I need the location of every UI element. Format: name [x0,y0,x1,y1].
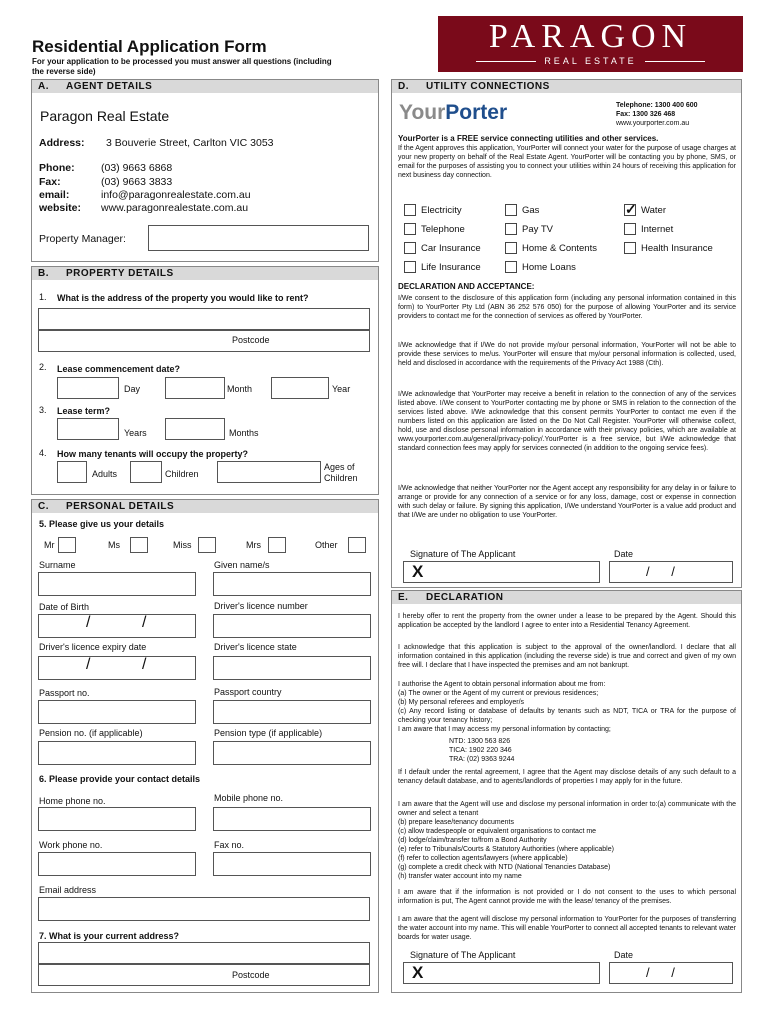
service-health-insurance[interactable]: Health Insurance [624,242,713,254]
title-other-checkbox[interactable] [348,537,366,553]
property-address-field-2[interactable] [38,330,370,352]
title-mrs-checkbox[interactable] [268,537,286,553]
month-label: Month [227,384,253,394]
title-mrs-label: Mrs [246,540,261,550]
utility-intro-bold: YourPorter is a FREE service connecting utilities and other services. [398,134,659,143]
service-life-insurance-checkbox[interactable] [404,261,416,273]
decl-acceptance-heading: DECLARATION AND ACCEPTANCE: [398,282,535,291]
utility-para-4: I/We acknowledge that neither YourPorter nor the Agent accept any responsibility for any delay in or failure to arrange or provide for any connection of a service or for any loss, damage, cost or expense in connection with such delay or failure. By signing this application, I/We understand YourPorter is a value add product and that I/We are under no obligation to use YourPorter. [398,485,736,519]
utility-para-1: I/We consent to the disclosure of this application form (including any personal information contained in this form) to YourPorter Pty Ltd (ABN 36 252 576 050) for the purpose of allowing YourPorter and its service providers to contact me for the connection of services as offered by YourPorter. [398,295,736,320]
agent-email: info@paragonrealestate.com.au [101,189,251,201]
service-pay-tv[interactable]: Pay TV [505,223,553,235]
pension-no-field[interactable] [38,741,196,765]
service-internet[interactable]: Internet [624,223,673,235]
property-manager-label: Property Manager: [39,233,126,245]
licence-expiry-label: Driver's licence expiry date [39,642,147,652]
yourporter-logo: YourPorter [399,101,508,124]
passport-no-label: Passport no. [39,688,90,698]
service-internet-checkbox[interactable] [624,223,636,235]
q1-number: 1. [39,292,47,302]
given-name-field[interactable] [213,572,371,596]
q4-number: 4. [39,448,47,458]
passport-no-field[interactable] [38,700,196,724]
licence-state-field[interactable] [213,656,371,680]
utility-para-2: I/We acknowledge that if I/We do not provide my/our personal information, YourPorter will not be able to provide these services to me/us. YourPorter will ensure that my/our personal information is collected, used, held and disclosed in accordance with the requirements of the Privacy Act 1988 (Cth). [398,342,736,367]
declaration-para-6: I am aware that the agent will disclose my personal information to YourPorter for the purposes of transferring the water account into my name. This will enable YourPorter to connect all accepted tenants to relevant water boards for water usage. [398,916,737,941]
agent-fax-label: Fax: [39,176,61,188]
q5-label: 5. Please give us your details [39,519,165,529]
surname-label: Surname [39,560,76,570]
title-other-label: Other [315,540,338,550]
service-car-insurance[interactable]: Car Insurance [404,242,481,254]
licence-expiry-field[interactable] [38,656,196,680]
children-label: Children [165,469,199,479]
home-phone-field[interactable] [38,807,196,831]
service-home-loans-checkbox[interactable] [505,261,517,273]
dob-field[interactable] [38,614,196,638]
property-postcode-label: Postcode [232,335,270,345]
email-label: Email address [39,885,97,895]
q4-label: How many tenants will occupy the property? [57,449,249,459]
personal-details-heading: C. PERSONAL DETAILS [32,500,378,513]
declaration-signature-field[interactable] [403,962,600,984]
adults-field[interactable] [57,461,87,483]
lease-months-field[interactable] [165,418,225,440]
ages-of-children-field[interactable] [217,461,321,483]
declaration-para-1: I hereby offer to rent the property from the owner under a lease to be prepared by the Agent. Should this application be accepted by the landlord I agree to enter into a Residential Tenancy Agreement. [398,613,736,629]
agent-phone: (03) 9663 6868 [101,162,173,174]
declaration-date-label: Date [614,950,634,960]
utility-para-3: I/We acknowledge that YourPorter may receive a benefit in relation to the connection of any of the services listed above. I/We consent to YourPorter contacting me by phone or SMS in relation to the connection of the services listed above. I/We acknowledge that this consent permits YourPorter to contact me even if the numbers listed on this application are listed on the Do Not Call Register. YourPorter will otherwise collect, hold, use and disclose personal information in accordance with their privacy policies, which are available at www.yourporter.com.au/general/privacy-policy/.YourPorter is a free service, but I/We acknowledge that standard connection fees may apply for services connected (in addition to the ongoing service fees). [398,391,736,452]
given-name-label: Given name/s [214,560,270,570]
lease-day-field[interactable] [57,377,119,399]
title-ms-label: Ms [108,540,120,550]
passport-country-field[interactable] [213,700,371,724]
children-field[interactable] [130,461,162,483]
agent-address-label: Address: [39,137,85,149]
home-phone-label: Home phone no. [39,796,106,806]
agent-website-label: website: [39,202,82,214]
q6-label: 6. Please provide your contact details [39,774,201,784]
service-home-contents[interactable]: Home & Contents [505,242,597,254]
declaration-date-slashes: / / [646,965,675,980]
property-address-field[interactable] [38,308,370,330]
dob-slash-2: / [142,614,147,631]
lease-years-field[interactable] [57,418,119,440]
page-title: Residential Application Form [32,37,267,56]
service-electricity[interactable]: Electricity [404,204,462,216]
mobile-phone-label: Mobile phone no. [214,793,284,803]
utility-signature-label: Signature of The Applicant [410,549,516,559]
service-water[interactable]: ✓ Water [624,204,666,216]
q1-label: What is the address of the property you would like to rent? [57,293,309,303]
expiry-slash-1: / [86,656,91,673]
ages-of-children-label: Ages of Children [324,462,358,483]
years-label: Years [124,428,147,438]
year-label: Year [332,384,351,394]
title-mr-label: Mr [44,540,55,550]
utility-connections-heading: D. UTILITY CONNECTIONS [392,80,741,93]
property-manager-field[interactable] [148,225,369,251]
work-phone-label: Work phone no. [39,840,103,850]
agent-name: Paragon Real Estate [40,108,170,124]
q3-number: 3. [39,405,47,415]
agent-fax: (03) 9663 3833 [101,176,173,188]
title-ms-checkbox[interactable] [130,537,148,553]
expiry-slash-2: / [142,656,147,673]
licence-number-label: Driver's licence number [214,601,308,611]
service-telephone[interactable]: Telephone [404,223,465,235]
utility-date-slashes: / / [646,564,675,579]
current-postcode-label: Postcode [232,970,270,980]
service-water-checkbox[interactable] [624,204,636,216]
paragon-logo [438,16,743,72]
q2-number: 2. [39,362,47,372]
email-field[interactable] [38,897,370,921]
yourporter-website: www.yourporter.com.au [616,120,690,127]
declaration-para-2: I acknowledge that this application is subject to the approval of the owner/landlord. I declare that all information contained in this application (including the reverse side) is true and correct and given of my own free will. I declare that I have inspected the premises and am not bankrupt. [398,644,736,669]
service-pay-tv-checkbox[interactable] [505,223,517,235]
service-home-loans[interactable]: Home Loans [505,261,576,273]
utility-intro: If the Agent approves this application, YourPorter will connect your water for the purpose of usage charges at your new property on behalf of the Real Estate Agent. YourPorter will be contacting you by phone, SMS, or email for the purposes of assisting you to connect your utilities within 24 hours of receiving this application for next business day connection. [398,145,736,179]
agent-website: www.paragonrealestate.com.au [101,202,249,214]
service-telephone-checkbox[interactable] [404,223,416,235]
service-home-contents-checkbox[interactable] [505,242,517,254]
agent-email-label: email: [39,189,70,201]
dob-label: Date of Birth [39,602,90,612]
surname-field[interactable] [38,572,196,596]
yourporter-telephone: Telephone: 1300 400 600 [616,102,698,109]
declaration-heading: E. DECLARATION [392,591,741,604]
property-details-heading: B. PROPERTY DETAILS [32,267,378,280]
title-mr-checkbox[interactable] [58,537,76,553]
work-phone-field[interactable] [38,852,196,876]
service-car-insurance-checkbox[interactable] [404,242,416,254]
declaration-list-1: (a) The owner or the Agent of my current or previous residences; (b) My personal referees and employer/s (c) Any record listing or database of defaults by tenants such as NDT, TICA or TRA for the purpose of checking your tenancy history; I am aware that I may access my personal information by contacting; [398,690,736,733]
agent-phone-label: Phone: [39,162,75,174]
passport-country-label: Passport country [214,687,282,697]
logo-sub: REAL ESTATE [544,56,637,66]
service-health-insurance-checkbox[interactable] [624,242,636,254]
pension-type-label: Pension type (if applicable) [214,728,323,738]
fax-no-label: Fax no. [214,840,245,850]
declaration-contacts: NTD: 1300 563 826 TICA: 1902 220 346 TRA: (02) 9363 9244 [449,738,515,763]
declaration-para-2b: I authorise the Agent to obtain personal information about me from: [398,681,606,688]
agent-details-heading: A. AGENT DETAILS [32,80,378,93]
declaration-list-2: (b) prepare lease/tenancy documents (c) allow tradespeople or equivalent organisations to contact me (d) lodge/claim/transfer to/from a Bond Authority (e) refer to Tribunals/Courts & Statutory Authorities (where applicable) (f) refer to collection agents/lawyers (where applicable) (g) complete a credit check with NTD (National Tenancies Database) (h) transfer water account into my name [398,819,614,880]
service-electricity-checkbox[interactable] [404,204,416,216]
page-subtitle: For your application to be processed you must answer all questions (including the reverse side) [32,57,332,76]
current-address-field[interactable] [38,942,370,964]
current-address-field-2[interactable] [38,964,370,986]
title-miss-checkbox[interactable] [198,537,216,553]
q3-label: Lease term? [57,406,111,416]
adults-label: Adults [92,469,118,479]
declaration-para-5: I am aware that if the information is not provided or I do not consent to the uses to which personal information is put, The Agent cannot provide me with the lease/ tenancy of the premises. [398,889,736,905]
declaration-signature-label: Signature of The Applicant [410,950,516,960]
utility-signature-field[interactable] [403,561,600,583]
declaration-para-4: I am aware that the Agent will use and disclose my personal information in order to:(a) communicate with the owner and select a tenant [398,801,736,817]
service-gas-checkbox[interactable] [505,204,517,216]
utility-signature-x: X [412,562,424,581]
licence-state-label: Driver's licence state [214,642,297,652]
declaration-para-3: If I default under the rental agreement, I agree that the Agent may disclose details of any such default to a tenancy default database, and to agents/landlords of properties I may apply for in the future. [398,769,736,785]
q2-label: Lease commencement date? [57,364,181,374]
day-label: Day [124,384,141,394]
declaration-signature-x: X [412,963,424,982]
service-gas[interactable]: Gas [505,204,539,216]
pension-type-field[interactable] [213,741,371,765]
service-life-insurance[interactable]: Life Insurance [404,261,481,273]
licence-number-field[interactable] [213,614,371,638]
agent-address: 3 Bouverie Street, Carlton VIC 3053 [106,137,274,149]
lease-year-field[interactable] [271,377,329,399]
mobile-phone-field[interactable] [213,807,371,831]
months-label: Months [229,428,259,438]
pension-no-label: Pension no. (if applicable) [39,728,143,738]
q7-label: 7. What is your current address? [39,931,180,941]
utility-date-label: Date [614,549,634,559]
fax-no-field[interactable] [213,852,371,876]
title-miss-label: Miss [173,540,192,550]
yourporter-fax: Fax: 1300 326 468 [616,111,676,118]
dob-slash-1: / [86,614,91,631]
logo-brand: PARAGON [488,18,693,55]
lease-month-field[interactable] [165,377,225,399]
